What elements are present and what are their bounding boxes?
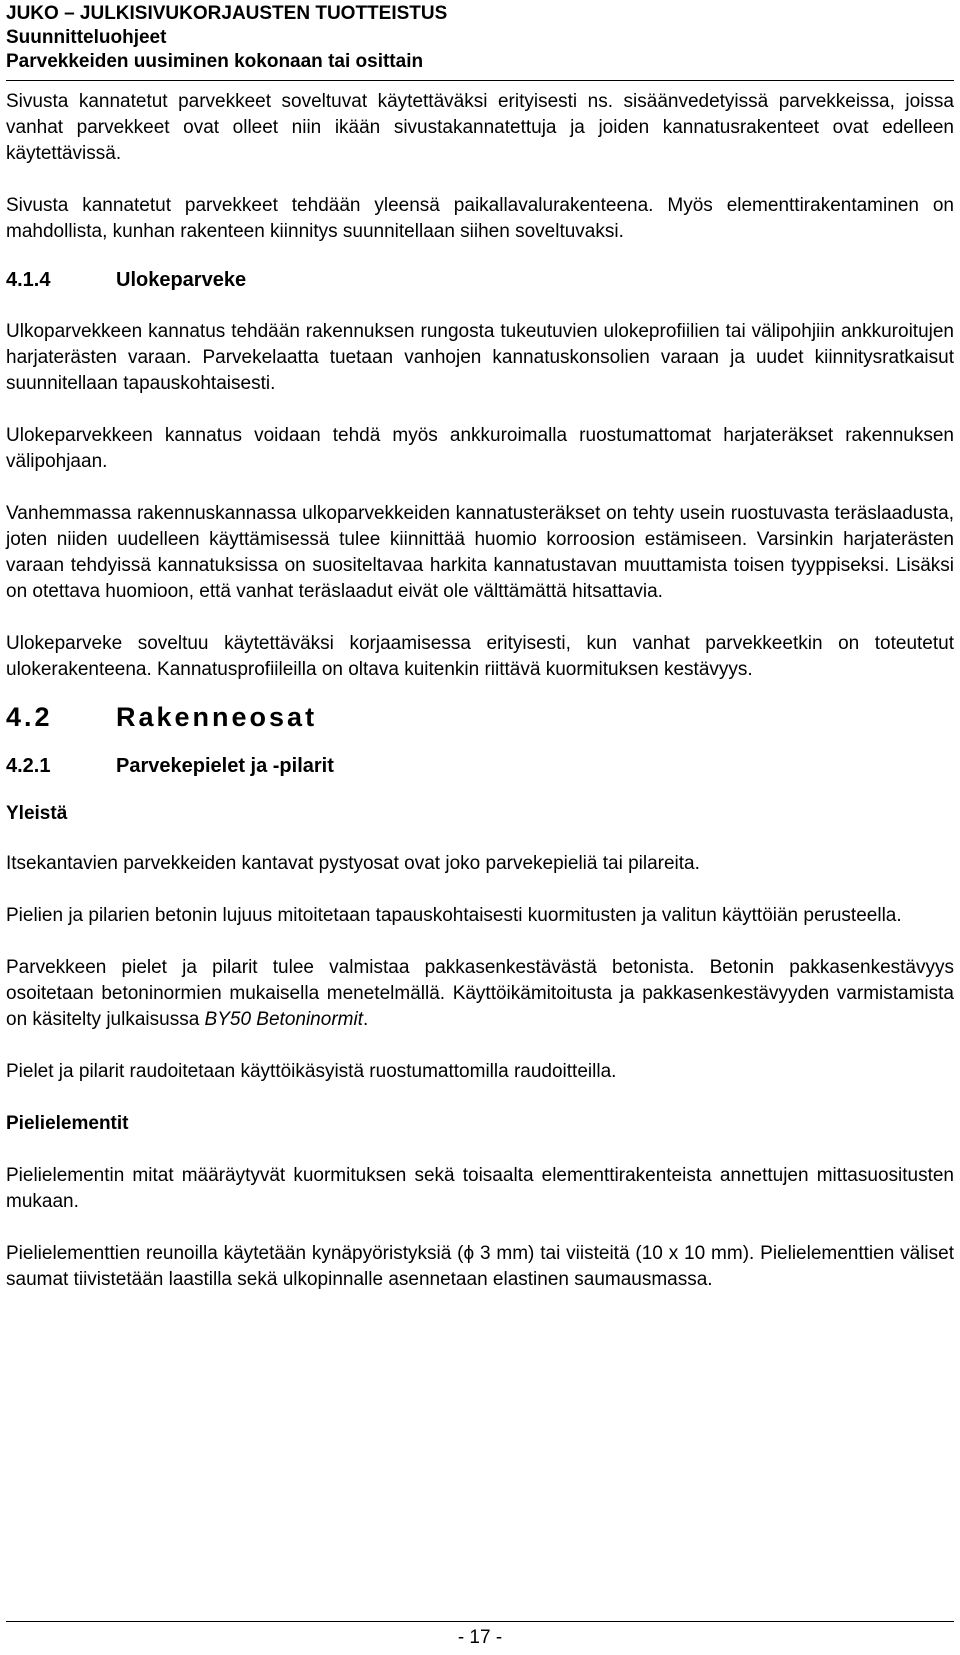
section-number: 4.2 xyxy=(6,702,53,732)
paragraph-text: . xyxy=(362,1009,369,1030)
paragraph: Sivusta kannatetut parvekkeet soveltuvat käytettäväksi erityisesti ns. sisäänvedetyissä parvekkeissa, joissa vanhat parvekkeet ovat olleet niin ikään sivustakannatettuja ja joiden kannatusrakenteet ovat edelleen käytettävissä. xyxy=(6,91,954,164)
paragraph: Pielielementin mitat määräytyvät kuormituksen sekä toisaalta elementtirakenteista annettujen mittasuositusten mukaan. xyxy=(6,1165,954,1212)
header-guide-title: Suunnitteluohjeet xyxy=(6,27,167,48)
section-title: Ulokeparveke xyxy=(116,269,247,291)
section-number: 4.1.4 xyxy=(6,269,51,291)
paragraph: Ulokeparvekkeen kannatus voidaan tehdä myös ankkuroimalla ruostumattomat harjateräkset rakennuksen välipohjaan. xyxy=(6,425,954,472)
paragraph xyxy=(6,955,954,1033)
header-document-title: Parvekkeiden uusiminen kokonaan tai osittain xyxy=(6,51,424,72)
footer-divider xyxy=(6,1621,954,1622)
running-header xyxy=(6,2,956,74)
paragraph: Pielielementtien reunoilla käytetään kynäpyöristyksiä (ϕ 3 mm) tai viisteitä (10 x 10 mm). Pielielementtien väliset saumat tiivistetään laastilla sekä ulkopinnalle asennetaan elastinen saumausmassa. xyxy=(6,1243,954,1290)
section-number: 4.2.1 xyxy=(6,755,51,777)
publication-reference: BY50 Betoninormit xyxy=(204,1009,363,1030)
paragraph: Sivusta kannatetut parvekkeet tehdään yleensä paikallavalurakenteena. Myös elementtirakentaminen on mahdollista, kunhan rakenteen kiinnitys suunnitellaan siihen soveltuvaksi. xyxy=(6,195,954,242)
document-body xyxy=(6,89,954,1293)
subheading-pielielementit: Pielielementit xyxy=(6,1113,129,1134)
paragraph: Itsekantavien parvekkeiden kantavat pystyosat ovat joko parvekepieliä tai pilareita. xyxy=(6,853,700,874)
section-heading-4-1-4 xyxy=(6,267,954,293)
paragraph: Pielien ja pilarien betonin lujuus mitoitetaan tapauskohtaisesti kuormitusten ja valitun käyttöiän perusteella. xyxy=(6,905,902,926)
page-number: - 17 - xyxy=(457,1627,503,1648)
section-title: Parvekepielet ja -pilarit xyxy=(116,755,334,777)
paragraph: Ulkoparvekkeen kannatus tehdään rakennuksen rungosta tukeutuvien ulokeprofiilien tai välipohjiin ankkuroitujen harjaterästen varaan. Parvekelaatta tuetaan vanhojen kannatuskonsolien varaan ja uudet kiinnitysratkaisut suunnitellaan tapauskohtaisesti. xyxy=(6,321,954,394)
header-series-title: JUKO – JULKISIVUKORJAUSTEN TUOTTEISTUS xyxy=(6,3,448,24)
paragraph: Vanhemmassa rakennuskannassa ulkoparvekkeiden kannatusteräkset on tehty usein ruostuvasta teräslaadusta, joten niiden uudelleen käyttämisessä tulee kiinnittää huomio korroosion estämiseen. Varsinkin harjaterästen varaan tehdyissä kannatuksissa on suositeltavaa harkita kannatustavan muuttamista toisen tyyppiseksi. Lisäksi on otettava huomioon, että vanhat teräslaadut eivät ole välttämättä hitsattavia. xyxy=(6,503,954,602)
header-divider xyxy=(6,80,954,81)
section-title: Rakenneosat xyxy=(116,702,318,732)
paragraph-text: Parvekkeen pielet ja pilarit tulee valmistaa pakkasenkestävästä betonista. Betonin pakkasenkestävyys osoitetaan betoninormien mukaisella menetelmällä. Käyttöikämitoitusta ja pakkasenkestävyyden varmistamista on käsitelty julkaisussa xyxy=(6,957,954,1030)
paragraph: Ulokeparveke soveltuu käytettäväksi korjaamisessa erityisesti, kun vanhat parvekkeetkin on toteutetut ulokerakenteena. Kannatusprofiileilla on oltava kuitenkin riittävä kuormituksen kestävyys. xyxy=(6,633,954,680)
section-heading-4-2-1 xyxy=(6,753,954,779)
section-heading-4-2 xyxy=(6,699,954,735)
paragraph: Pielet ja pilarit raudoitetaan käyttöikäsyistä ruostumattomilla raudoitteilla. xyxy=(6,1061,617,1082)
subheading-yleista: Yleistä xyxy=(6,803,68,824)
